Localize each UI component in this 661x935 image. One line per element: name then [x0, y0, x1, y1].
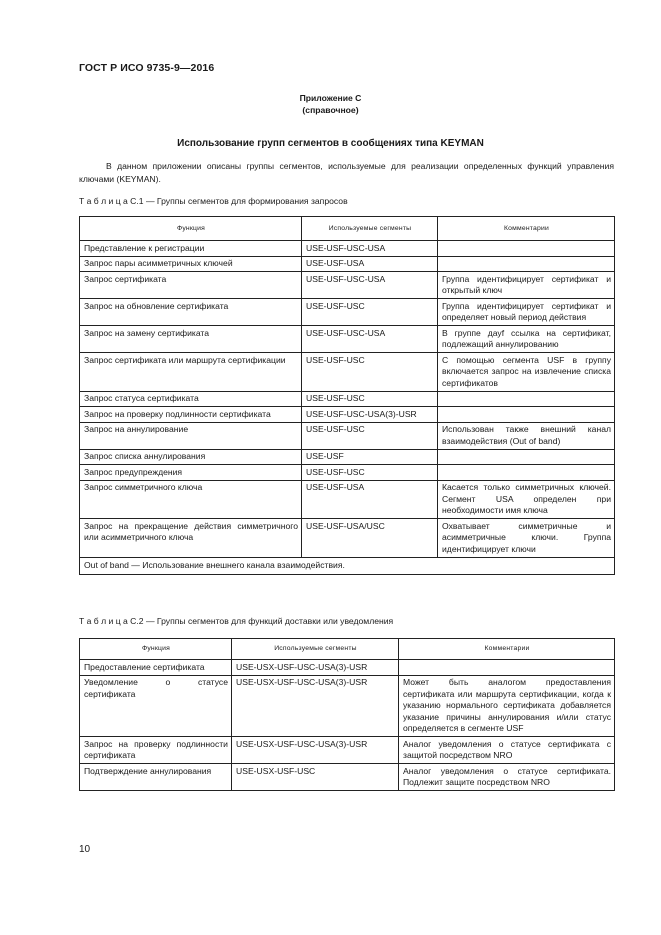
- table-row: [80, 465, 615, 481]
- cell-comments: С помощью сегмента USF в группу включается запрос на извлечение списка сертификатов: [438, 353, 615, 392]
- cell-segments: USE-USF-USC-USA(3)-USR: [302, 407, 438, 423]
- table2-caption: Т а б л и ц а С.2 — Группы сегментов для функций доставки или уведомления: [79, 616, 394, 626]
- cell-function: Запрос на проверку подлинности сертификата: [80, 737, 232, 764]
- page-number: 10: [79, 844, 91, 855]
- cell-function: Запрос симметричного ключа: [80, 480, 302, 519]
- cell-function: Уведомление о статусе сертификата: [80, 675, 232, 737]
- cell-segments: USE-USF-USC: [302, 422, 438, 449]
- column-header-function: Функция: [80, 217, 302, 241]
- cell-function: Запрос на обновление сертификата: [80, 299, 302, 326]
- cell-function: Запрос на прекращение действия симметричного или асимметричного ключа: [80, 519, 302, 558]
- cell-function: Запрос сертификата или маршрута сертификации: [80, 353, 302, 392]
- table-row: [80, 407, 615, 423]
- cell-function: Запрос на аннулирование: [80, 422, 302, 449]
- cell-comments: Аналог уведомления о статусе сертификата с защитой посредством NRO: [399, 737, 615, 764]
- cell-comments: Группа идентифицирует сертификат и определяет новый период действия: [438, 299, 615, 326]
- cell-function: Запрос статуса сертификата: [80, 391, 302, 407]
- table-row: [80, 326, 615, 353]
- cell-function: Предоставление сертификата: [80, 660, 232, 676]
- cell-comments: Охватывает симметричные и асимметричные ключи. Группа идентифицирует ключи: [438, 519, 615, 558]
- table-row: [80, 299, 615, 326]
- table-header-row: [80, 639, 615, 660]
- table-footnote-row: [80, 557, 615, 575]
- cell-segments: USE-USF-USC-USA: [302, 272, 438, 299]
- cell-comments: Аналог уведомления о статусе сертификата. Подлежит защите посредством NRO: [399, 764, 615, 791]
- cell-comments: Использован также внешний канал взаимодействия (Out of band): [438, 422, 615, 449]
- column-header-comments: Комментарии: [438, 217, 615, 241]
- cell-function: Представление к регистрации: [80, 241, 302, 257]
- column-header-function: Функция: [80, 639, 232, 660]
- cell-comments: Группа идентифицирует сертификат и открытый ключ: [438, 272, 615, 299]
- column-header-comments: Комментарии: [399, 639, 615, 660]
- table-row: [80, 675, 615, 737]
- table-row: [80, 519, 615, 558]
- cell-segments: USE-USF-USA/USC: [302, 519, 438, 558]
- cell-comments: [399, 660, 615, 676]
- table-row: [80, 422, 615, 449]
- table-c2: [79, 638, 615, 791]
- cell-segments: USE-USF: [302, 449, 438, 465]
- cell-segments: USE-USF-USC: [302, 465, 438, 481]
- cell-segments: USE-USF-USA: [302, 480, 438, 519]
- cell-function: Запрос сертификата: [80, 272, 302, 299]
- cell-function: Подтверждение аннулирования: [80, 764, 232, 791]
- cell-function: Запрос на замену сертификата: [80, 326, 302, 353]
- cell-function: Запрос списка аннулирования: [80, 449, 302, 465]
- cell-comments: [438, 241, 615, 257]
- table-row: [80, 256, 615, 272]
- table-row: [80, 353, 615, 392]
- table-header-row: [80, 217, 615, 241]
- cell-comments: [438, 256, 615, 272]
- cell-segments: USE-USX-USF-USC-USA(3)-USR: [232, 675, 399, 737]
- cell-comments: [438, 391, 615, 407]
- cell-comments: [438, 449, 615, 465]
- cell-segments: USE-USF-USC-USA: [302, 326, 438, 353]
- table-row: [80, 764, 615, 791]
- cell-segments: USE-USF-USC-USA: [302, 241, 438, 257]
- cell-segments: USE-USX-USF-USC-USA(3)-USR: [232, 660, 399, 676]
- table-row: [80, 241, 615, 257]
- cell-comments: [438, 407, 615, 423]
- table-row: [80, 480, 615, 519]
- table-row: [80, 737, 615, 764]
- cell-segments: USE-USF-USC: [302, 353, 438, 392]
- table-row: [80, 391, 615, 407]
- cell-function: Запрос предупреждения: [80, 465, 302, 481]
- cell-segments: USE-USX-USF-USC: [232, 764, 399, 791]
- appendix-heading: [0, 92, 661, 116]
- cell-function: Запрос пары асимметричных ключей: [80, 256, 302, 272]
- column-header-segments: Используемые сегменты: [232, 639, 399, 660]
- cell-segments: USE-USX-USF-USC-USA(3)-USR: [232, 737, 399, 764]
- document-code: ГОСТ Р ИСО 9735-9—2016: [79, 62, 215, 74]
- table1-caption: Т а б л и ц а С.1 — Группы сегментов для формирования запросов: [79, 196, 348, 206]
- section-title: Использование групп сегментов в сообщениях типа KEYMAN: [177, 138, 484, 149]
- intro-paragraph: В данном приложении описаны группы сегментов, используемые для реализации определенных функций управления ключами (KEYMAN).: [79, 161, 614, 184]
- cell-comments: Касается только симметричных ключей. Сегмент USA определен при необходимости имя ключа: [438, 480, 615, 519]
- cell-segments: USE-USF-USC: [302, 391, 438, 407]
- table-row: [80, 449, 615, 465]
- cell-comments: [438, 465, 615, 481]
- appendix-subtitle: (справочное): [302, 105, 359, 115]
- table-row: [80, 660, 615, 676]
- cell-comments: В группе дауf ссылка на сертификат, подлежащий аннулированию: [438, 326, 615, 353]
- cell-comments: Может быть аналогом предоставления сертификата или маршрута сертификации, когда к указанию нормального сертификата добавляется указание причины аннулирования и/или статус определяется в сегменте USF: [399, 675, 615, 737]
- appendix-title: Приложение C: [299, 93, 362, 103]
- cell-segments: USE-USF-USA: [302, 256, 438, 272]
- table-row: [80, 272, 615, 299]
- column-header-segments: Используемые сегменты: [302, 217, 438, 241]
- cell-function: Запрос на проверку подлинности сертификата: [80, 407, 302, 423]
- cell-segments: USE-USF-USC: [302, 299, 438, 326]
- table-c1: [79, 216, 615, 575]
- table-footnote: Out of band — Использование внешнего канала взаимодействия.: [80, 557, 615, 575]
